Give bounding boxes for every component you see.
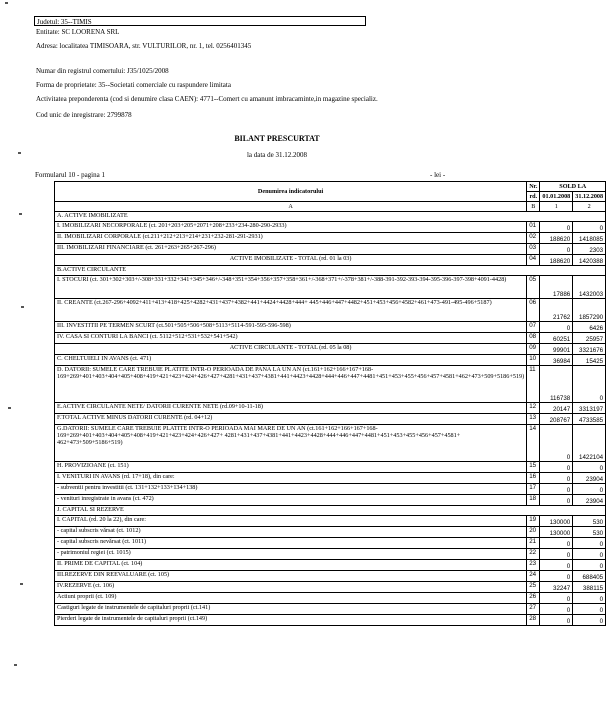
row-number: 17	[527, 484, 540, 495]
table-row	[55, 333, 606, 344]
value-end: 388115	[573, 582, 606, 593]
indicator-name: Pierderi legate de instrumentele de capitaluri proprii (ct.149)	[55, 615, 527, 626]
value-start: 0	[540, 560, 573, 571]
value-end: 0	[573, 222, 606, 233]
indicator-name: E.ACTIVE CIRCULANTE NETE/ DATORII CURENTE NETE (rd.09+10-11-18)	[55, 403, 527, 414]
indicator-name: I. IMOBILIZARI NECORPORALE (ct. 201+203+205+2071+208+233+234-280-290-2933)	[55, 222, 527, 233]
indicator-name: C. CHELTUIELI IN AVANS (ct. 471)	[55, 355, 527, 366]
row-number: 16	[527, 473, 540, 484]
col-index-1: 1	[540, 202, 573, 212]
indicator-name: III. INVESTITII PE TERMEN SCURT (ct.501+505+506+508+5113+5114-591-595-596-598)	[55, 322, 527, 333]
value-end: 0	[573, 615, 606, 626]
value-start: 0	[540, 244, 573, 255]
indicator-name: ACTIVE IMOBILIZATE - TOTAL (rd. 01 la 03)	[55, 255, 527, 266]
value-start: 0	[540, 473, 573, 484]
value-end: 4733585	[573, 414, 606, 425]
indicator-name: IV.REZERVE (ct. 106)	[55, 582, 527, 593]
value-start: 21762	[540, 299, 573, 322]
col-header-indicator: Denumirea indicatorului	[55, 182, 527, 202]
value-start: 130000	[540, 527, 573, 538]
section-title: B.ACTIVE CIRCULANTE	[55, 266, 606, 276]
indicator-name: Actiuni proprii (ct. 109)	[55, 593, 527, 604]
indicator-name: - capital subscris nevărsat (ct. 1011)	[55, 538, 527, 549]
table-row	[55, 560, 606, 571]
value-start: 0	[540, 538, 573, 549]
value-end: 530	[573, 527, 606, 538]
document-title: BILANT PRESCURTAT	[234, 134, 320, 143]
row-number: 07	[527, 322, 540, 333]
row-number: 27	[527, 604, 540, 615]
section-row	[55, 506, 606, 516]
section-row	[55, 212, 606, 222]
row-number: 11	[527, 366, 540, 403]
indicator-name: ACTIVE CIRCULANTE - TOTAL (rd. 05 la 08)	[55, 344, 527, 355]
table-row	[55, 255, 606, 266]
table-row	[55, 604, 606, 615]
value-end: 688405	[573, 571, 606, 582]
table-row	[55, 527, 606, 538]
value-start: 0	[540, 549, 573, 560]
scan-mark	[21, 306, 24, 308]
table-row	[55, 299, 606, 322]
row-number: 18	[527, 495, 540, 506]
table-row	[55, 473, 606, 484]
value-end: 0	[573, 560, 606, 571]
value-start: 130000	[540, 516, 573, 527]
indicator-name: H. PROVIZIOANE (ct. 151)	[55, 462, 527, 473]
value-end: 0	[573, 484, 606, 495]
value-start: 0	[540, 484, 573, 495]
value-end: 1418085	[573, 233, 606, 244]
indicator-name: I. STOCURI (ct. 301+302+303+/-308+331+332+341+345+346+/-348+351+354+356+357+358+361+/-368+371+/-378+381+/-388-391-392-393-394-395-396-397-398+4091-4428)	[55, 276, 527, 299]
value-end: 530	[573, 516, 606, 527]
table-row	[55, 484, 606, 495]
value-start: 188620	[540, 255, 573, 266]
value-start: 60251	[540, 333, 573, 344]
value-start: 32247	[540, 582, 573, 593]
main-activity: Activitatea preponderenta (cod si denumire clasa CAEN): 4771--Comert cu amanunt imbracaminte,in magazine specializ.	[36, 95, 378, 103]
table-row	[55, 425, 606, 462]
scan-mark	[14, 664, 17, 666]
indicator-name: II. PRIME DE CAPITAL (ct. 104)	[55, 560, 527, 571]
indicator-name: - patrimoniul regiei (ct. 1015)	[55, 549, 527, 560]
table-body	[55, 212, 606, 626]
value-end: 6426	[573, 322, 606, 333]
registry-number: Numar din registrul comertului: J35/1025/2008	[36, 67, 169, 75]
row-number: 05	[527, 276, 540, 299]
row-number: 26	[527, 593, 540, 604]
value-end: 3313197	[573, 403, 606, 414]
col-header-sold: SOLD LA	[540, 182, 606, 192]
row-number: 21	[527, 538, 540, 549]
table-row	[55, 549, 606, 560]
table-row	[55, 222, 606, 233]
indicator-name: D. DATORII: SUMELE CARE TREBUIE PLATITE INTR-O PERIOADA DE PANA LA UN AN (ct.161+162+166+167+168-169+269+401+403+404+405+408+419+421+423+424+426+427+4281+431+437+4381+441+4423+4428+444+446+447+4481+451+453+455+456+457+4581+462+473+509+5186+519)	[55, 366, 527, 403]
balance-sheet-table	[54, 181, 606, 626]
value-start: 188620	[540, 233, 573, 244]
entity-name: Entitate: SC LOORENA SRL	[36, 28, 120, 36]
value-end: 0	[573, 604, 606, 615]
value-start: 17886	[540, 276, 573, 299]
indicator-name: IV. CASA SI CONTURI LA BANCI (ct. 5112+512+531+532+541+542)	[55, 333, 527, 344]
table-row	[55, 571, 606, 582]
indicator-name: II. IMOBILIZARI CORPORALE (ct.211+212+213+214+231+232-281-291-2931)	[55, 233, 527, 244]
row-number: 02	[527, 233, 540, 244]
indicator-name: III. IMOBILIZARI FINANCIARE (ct. 261+263+265+267-296)	[55, 244, 527, 255]
row-number: 14	[527, 425, 540, 462]
table-row	[55, 593, 606, 604]
row-number: 06	[527, 299, 540, 322]
scan-mark	[20, 583, 23, 585]
scan-mark	[5, 2, 8, 4]
value-start: 0	[540, 615, 573, 626]
scan-mark	[19, 213, 22, 215]
value-end: 25957	[573, 333, 606, 344]
value-end: 1422104	[573, 425, 606, 462]
table-row	[55, 538, 606, 549]
col-header-date-end: 31.12.2008	[573, 192, 606, 202]
indicator-name: Castiguri legate de instrumentele de capitaluri proprii (ct.141)	[55, 604, 527, 615]
indicator-name: III.REZERVE DIN REEVALUARE (ct. 105)	[55, 571, 527, 582]
col-header-nr: Nr.	[527, 182, 540, 192]
value-start: 20147	[540, 403, 573, 414]
fiscal-code: Cod unic de inregistrare: 2799878	[36, 111, 132, 119]
row-number: 03	[527, 244, 540, 255]
value-start: 0	[540, 571, 573, 582]
value-end: 3321676	[573, 344, 606, 355]
judet-field: Judetul: 35--TIMIS	[34, 16, 366, 26]
value-start: 99901	[540, 344, 573, 355]
value-end: 2303	[573, 244, 606, 255]
row-number: 12	[527, 403, 540, 414]
col-index-a: A	[55, 202, 527, 212]
value-end: 1857290	[573, 299, 606, 322]
value-end: 1432003	[573, 276, 606, 299]
value-end: 23904	[573, 495, 606, 506]
value-start: 208767	[540, 414, 573, 425]
value-end: 1420388	[573, 255, 606, 266]
section-title: J. CAPITAL SI REZERVE	[55, 506, 606, 516]
scan-mark	[18, 152, 21, 154]
value-start: 116738	[540, 366, 573, 403]
col-index-2: 2	[573, 202, 606, 212]
value-end: 15425	[573, 355, 606, 366]
indicator-name: I. VENITURI IN AVANS (rd. 17+18), din care:	[55, 473, 527, 484]
indicator-name: I. CAPITAL (rd. 20 la 22), din care:	[55, 516, 527, 527]
row-number: 15	[527, 462, 540, 473]
entity-address: Adresa: localitatea TIMISOARA, str. VULTURILOR, nr. 1, tel. 0256401345	[36, 42, 252, 50]
table-row	[55, 276, 606, 299]
row-number: 20	[527, 527, 540, 538]
table-row	[55, 414, 606, 425]
indicator-name: F.TOTAL ACTIVE MINUS DATORII CURENTE (rd. 04+12)	[55, 414, 527, 425]
row-number: 10	[527, 355, 540, 366]
row-number: 28	[527, 615, 540, 626]
col-header-date-start: 01.01.2008	[540, 192, 573, 202]
table-row	[55, 516, 606, 527]
section-row	[55, 266, 606, 276]
row-number: 23	[527, 560, 540, 571]
value-start: 0	[540, 593, 573, 604]
ownership-form: Forma de proprietate: 35--Societati comerciale cu raspundere limitata	[36, 81, 231, 89]
table-row	[55, 403, 606, 414]
row-number: 04	[527, 255, 540, 266]
indicator-name: - subventii pentru investitii (ct. 131+132+133+134+138)	[55, 484, 527, 495]
value-start: 0	[540, 425, 573, 462]
row-number: 01	[527, 222, 540, 233]
row-number: 13	[527, 414, 540, 425]
table-row	[55, 233, 606, 244]
row-number: 22	[527, 549, 540, 560]
value-start: 0	[540, 495, 573, 506]
table-row	[55, 495, 606, 506]
value-end: 0	[573, 549, 606, 560]
indicator-name: G.DATORII: SUMELE CARE TREBUIE PLATITE INTR-O PERIOADA MAI MARE DE UN AN (ct.161+162+166+167+168-169+269+401+403+404+405+408+419+421+423+424+426+427+ 4281+431+437+4381+441+4423+4428+444+446+447+4481+451+453+455+456+457+4581+ 462+473+509+5186+519)	[55, 425, 527, 462]
table-row	[55, 344, 606, 355]
value-start: 0	[540, 222, 573, 233]
value-start: 36984	[540, 355, 573, 366]
table-row	[55, 366, 606, 403]
indicator-name: II. CREANTE (ct.267-296+4092+411+413+418+425+4282+431+437+4382+441+4424+4428+444+ 445+446+447+4482+451+453+456+4582+461+473-491-495-496+5187)	[55, 299, 527, 322]
row-number: 19	[527, 516, 540, 527]
col-index-b: B	[527, 202, 540, 212]
table-row	[55, 615, 606, 626]
indicator-name: - capital subscris vărsat (ct. 1012)	[55, 527, 527, 538]
value-end: 0	[573, 462, 606, 473]
section-title: A. ACTIVE IMOBILIZATE	[55, 212, 606, 222]
document-date: la data de 31.12.2008	[246, 151, 308, 159]
row-number: 09	[527, 344, 540, 355]
value-start: 0	[540, 322, 573, 333]
value-start: 0	[540, 604, 573, 615]
table-row	[55, 462, 606, 473]
scan-mark	[8, 407, 11, 409]
row-number: 24	[527, 571, 540, 582]
value-end: 23904	[573, 473, 606, 484]
row-number: 08	[527, 333, 540, 344]
table-row	[55, 244, 606, 255]
value-end: 0	[573, 593, 606, 604]
form-page-label: Formularul 10 - pagina 1	[35, 171, 105, 179]
value-end: 0	[573, 538, 606, 549]
value-start: 0	[540, 462, 573, 473]
col-header-rd: rd.	[527, 192, 540, 202]
table-row	[55, 322, 606, 333]
indicator-name: - venituri inregistrate in avans (ct. 472)	[55, 495, 527, 506]
table-row	[55, 582, 606, 593]
table-row	[55, 355, 606, 366]
currency-label: - lei -	[430, 171, 446, 179]
row-number: 25	[527, 582, 540, 593]
value-end: 0	[573, 366, 606, 403]
